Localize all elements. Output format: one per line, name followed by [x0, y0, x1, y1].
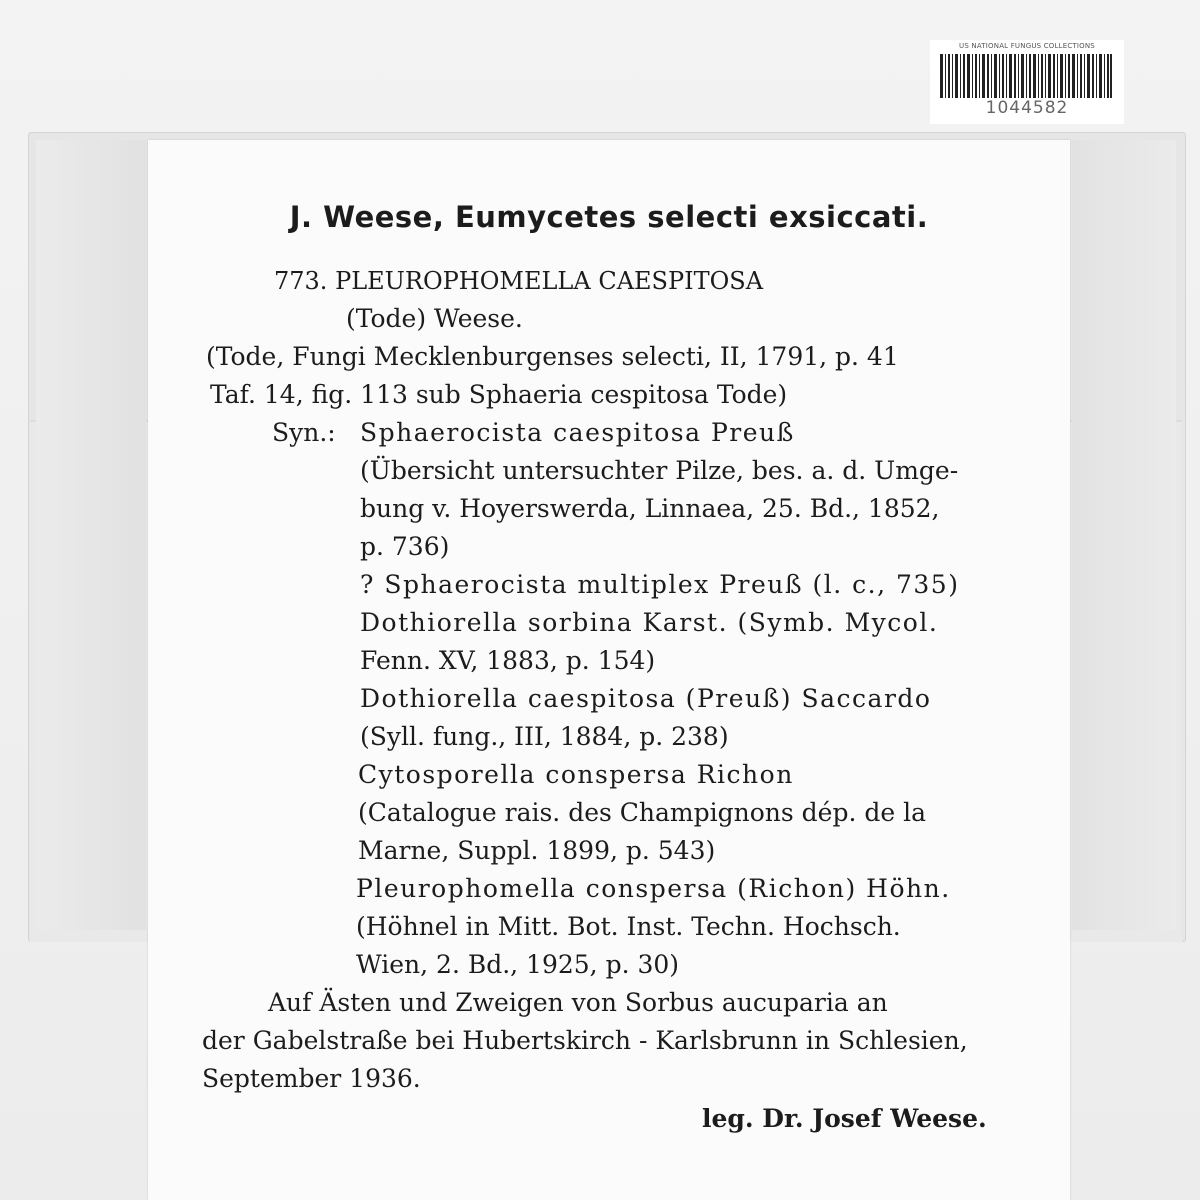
synonym-name: Dothiorella caespitosa (Preuß) Saccardo — [360, 684, 932, 713]
label-title: J. Weese, Eumycetes selecti exsiccati. — [289, 200, 929, 234]
basionym-citation-line-2: Taf. 14, fig. 113 sub Sphaeria cespitosa Tode) — [210, 380, 788, 409]
basionym-citation-line-1: (Tode, Fungi Mecklenburgenses selecti, II, 1791, p. 41 — [206, 342, 899, 371]
synonym-citation: (Höhnel in Mitt. Bot. Inst. Techn. Hochsch. — [356, 912, 901, 941]
synonym-citation: Fenn. XV, 1883, p. 154) — [360, 646, 656, 675]
synonym-citation: (Übersicht untersuchter Pilze, bes. a. d. Umge- — [360, 456, 959, 485]
taxon-authority: (Tode) Weese. — [346, 304, 523, 333]
habitat-line-1: Auf Ästen und Zweigen von Sorbus aucuparia an — [268, 988, 888, 1017]
synonym-citation: Marne, Suppl. 1899, p. 543) — [358, 836, 716, 865]
synonym-name: Cytosporella conspersa Richon — [358, 760, 794, 789]
synonym-name: ? Sphaerocista multiplex Preuß (l. c., 735) — [360, 570, 960, 599]
synonyms-label: Syn.: — [272, 418, 336, 447]
collection-date: September 1936. — [202, 1064, 421, 1093]
synonym-name: Sphaerocista caespitosa Preuß — [360, 418, 795, 447]
barcode-caption: US NATIONAL FUNGUS COLLECTIONS — [959, 42, 1095, 50]
packet-right-flap — [1072, 140, 1176, 930]
taxon-heading: 773. PLEUROPHOMELLA CAESPITOSA — [274, 267, 764, 295]
synonym-name: Pleurophomella conspersa (Richon) Höhn. — [356, 874, 951, 903]
specimen-label — [148, 140, 1070, 1200]
synonym-citation: Wien, 2. Bd., 1925, p. 30) — [356, 950, 680, 979]
synonym-citation: (Catalogue rais. des Champignons dép. de la — [358, 798, 926, 827]
synonym-citation: bung v. Hoyerswerda, Linnaea, 25. Bd., 1852, — [360, 494, 940, 523]
habitat-line-2: der Gabelstraße bei Hubertskirch - Karlsbrunn in Schlesien, — [202, 1026, 968, 1055]
barcode-number: 1044582 — [985, 98, 1069, 118]
barcode-sticker — [930, 40, 1124, 124]
synonym-citation: (Syll. fung., III, 1884, p. 238) — [360, 722, 729, 751]
packet-left-flap — [36, 140, 146, 930]
collector: leg. Dr. Josef Weese. — [702, 1104, 987, 1133]
synonym-citation: p. 736) — [360, 532, 450, 561]
barcode-icon — [940, 54, 1112, 98]
synonym-name: Dothiorella sorbina Karst. (Symb. Mycol. — [360, 608, 939, 637]
